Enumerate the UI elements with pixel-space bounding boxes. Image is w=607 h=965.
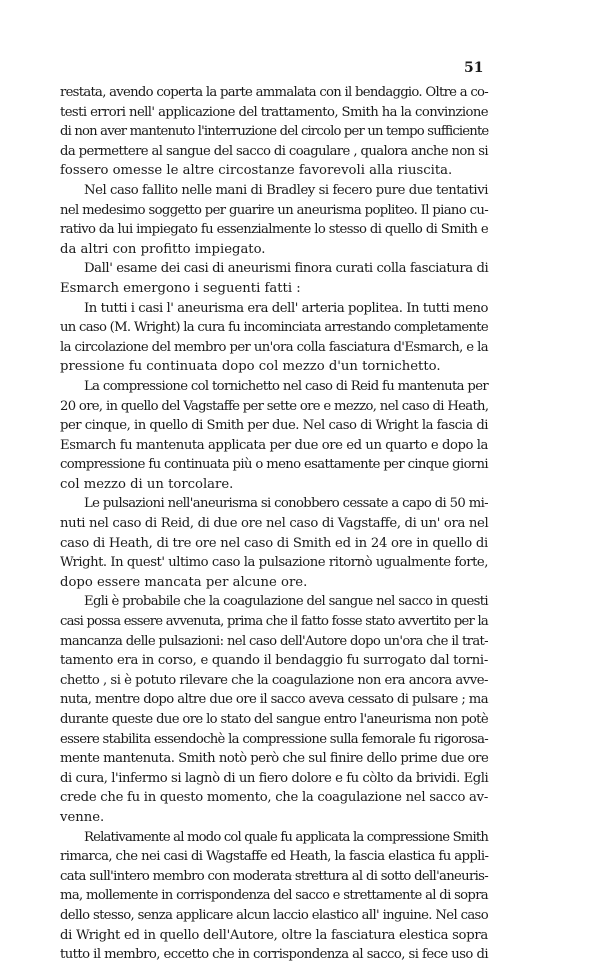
text-line: la circolazione del membro per un'ora colla fasciatura d'Esmarch, e la bbox=[60, 339, 488, 355]
text-line: nuta, mentre dopo altre due ore il sacco aveva cessato di pulsare ; ma bbox=[60, 692, 488, 708]
text-line: venne. bbox=[60, 809, 105, 825]
text-line: mancanza delle pulsazioni: nel caso dell'Autore dopo un'ora che il trat- bbox=[60, 633, 488, 649]
text-line: crede che fu in questo momento, che la coagulazione nel sacco av- bbox=[60, 790, 488, 806]
text-line: chetto , si è potuto rilevare che la coagulazione non era ancora avve- bbox=[60, 672, 488, 688]
page-number: 51 bbox=[464, 60, 484, 76]
text-line: dopo essere mancata per alcune ore. bbox=[60, 574, 308, 590]
text-line: un caso (M. Wright) la cura fu incominciata arrestando completamente bbox=[60, 320, 488, 336]
text-line: tamento era in corso, e quando il bendaggio fu surrogato dal torni- bbox=[60, 653, 488, 669]
text-line: nel medesimo soggetto per guarire un aneurisma popliteo. Il piano cu- bbox=[60, 202, 488, 218]
text-line: durante queste due ore lo stato del sangue entro l'aneurisma non potè bbox=[60, 712, 488, 727]
text-line: rimarca, che nei casi di Wagstaffe ed Heath, la fascia elastica fu appli- bbox=[60, 849, 489, 865]
text-line: Wright. In quest' ultimo caso la pulsazione ritornò ugualmente forte, bbox=[60, 555, 488, 571]
text-line: fossero omesse le altre circostanze favorevoli alla riuscita. bbox=[60, 163, 453, 179]
text-line: dello stesso, senza applicare alcun laccio elastico all' inguine. Nel caso bbox=[60, 907, 488, 923]
text-line: Esmarch fu mantenuta applicata per due ore ed un quarto e dopo la bbox=[60, 437, 488, 453]
text-line: restata, avendo coperta la parte ammalata con il bendaggio. Oltre a co- bbox=[60, 85, 488, 100]
footer-mark bbox=[286, 875, 326, 876]
text-line: compressione fu continuata più o meno esattamente per cinque giorni bbox=[60, 457, 488, 473]
text-line: La compressione col tornichetto nel caso di Reid fu mantenuta per bbox=[84, 378, 488, 394]
text-line: Relativamente al modo col quale fu applicata la compressione Smith bbox=[84, 829, 488, 845]
text-line: Le pulsazioni nell'aneurisma si conobbero cessate a capo di 50 mi- bbox=[84, 496, 488, 512]
text-line: Nel caso fallito nelle mani di Bradley si fecero pure due tentativi bbox=[84, 182, 489, 198]
text-line: per cinque, in quello di Smith per due. Nel caso di Wright la fascia di bbox=[60, 418, 488, 434]
text-line: nuti nel caso di Reid, di due ore nel caso di Vagstaffe, di un' ora nel bbox=[60, 516, 489, 532]
text-line: cata sull'intero membro con moderata strettura al di sotto dell'aneuris- bbox=[60, 868, 488, 884]
text-line: 20 ore, in quello del Vagstaffe per sette ore e mezzo, nel caso di Heath, bbox=[60, 398, 489, 414]
text-line: essere stabilita essendochè la compressione sulla femorale fu rigorosa- bbox=[60, 731, 489, 747]
text-line: di Wright ed in quello dell'Autore, oltre la fasciatura elestica sopra bbox=[60, 927, 488, 943]
body-text bbox=[60, 83, 488, 965]
text-line: rativo da lui impiegato fu essenzialmente lo stesso di quello di Smith e bbox=[60, 222, 488, 238]
text-line: ma, mollemente in corrispondenza del sacco e strettamente al di sopra bbox=[60, 888, 488, 904]
text-line: Dall' esame dei casi di aneurismi finora curati colla fasciatura di bbox=[84, 261, 489, 277]
text-line: tutto il membro, eccetto che in corrispondenza al sacco, si fece uso di bbox=[60, 947, 488, 963]
text-line: caso di Heath, di tre ore nel caso di Smith ed in 24 ore in quello di bbox=[60, 535, 488, 551]
text-line: pressione fu continuata dopo col mezzo d'un tornichetto. bbox=[60, 359, 441, 375]
text-line: In tutti i casi l' aneurisma era dell' arteria poplitea. In tutti meno bbox=[84, 300, 488, 316]
text-line: da permettere al sangue del sacco di coagulare , qualora anche non si bbox=[60, 143, 488, 159]
text-line: di non aver mantenuto l'interruzione del circolo per un tempo sufficiente bbox=[60, 124, 489, 140]
text-line: Esmarch emergono i seguenti fatti : bbox=[60, 280, 301, 296]
text-line: di cura, l'infermo si lagnò di un fiero dolore e fu còlto da brividi. Egli bbox=[60, 770, 489, 786]
text-line: mente mantenuta. Smith notò però che sul finire dello prime due ore bbox=[60, 751, 489, 767]
text-line: da altri con profitto impiegato. bbox=[60, 241, 266, 257]
text-line: testi errori nell' applicazione del trattamento, Smith ha la convinzione bbox=[60, 104, 489, 120]
text-line: Egli è probabile che la coagulazione del sangue nel sacco in questi bbox=[84, 594, 488, 610]
text-line: casi possa essere avvenuta, prima che il fatto fosse stato avvertito per la bbox=[60, 614, 488, 630]
text-line: col mezzo di un torcolare. bbox=[60, 476, 234, 492]
